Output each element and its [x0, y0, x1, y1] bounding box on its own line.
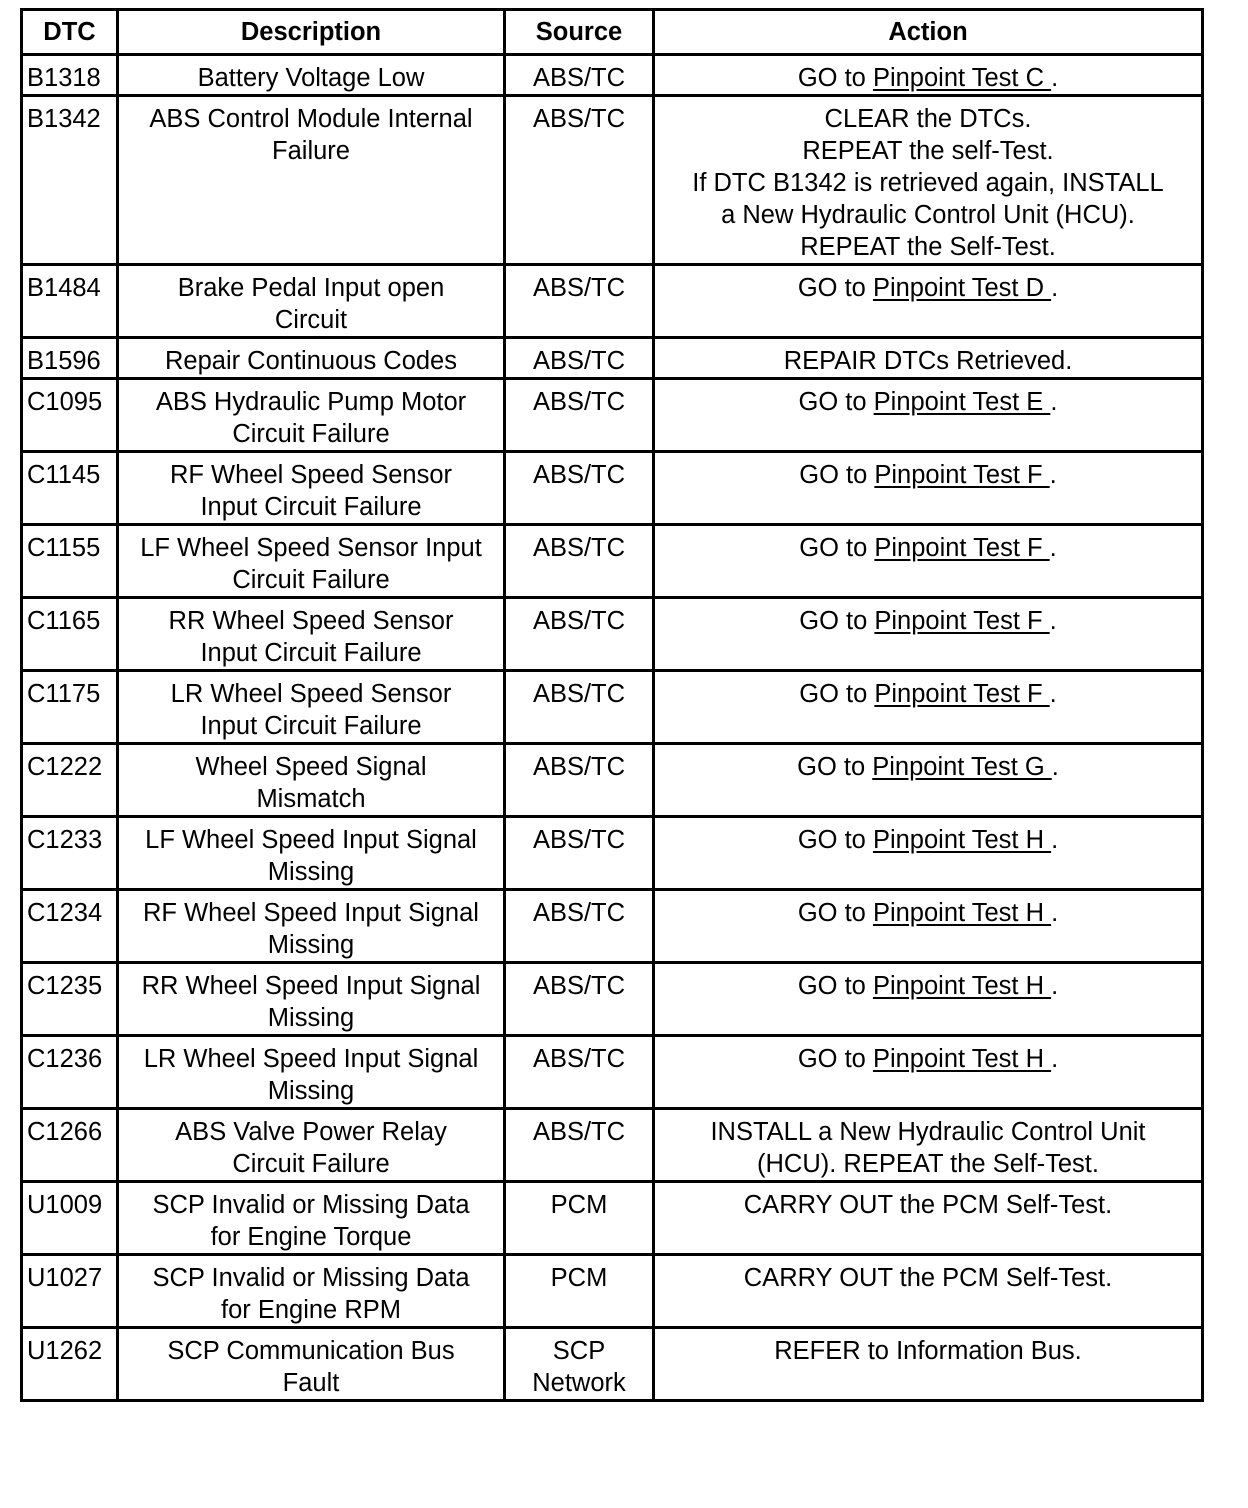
action-line [659, 62, 1197, 94]
dtc-code: B1318 [22, 55, 118, 96]
pinpoint-test-link[interactable]: Pinpoint Test H [872, 899, 1052, 927]
dtc-code: C1175 [22, 671, 118, 744]
action-line [659, 897, 1197, 929]
source-line: ABS/TC [532, 388, 626, 416]
pinpoint-test-link[interactable]: Pinpoint Test H [872, 972, 1052, 1000]
dtc-description [118, 338, 505, 379]
action-line: CARRY OUT the PCM Self-Test. [743, 1191, 1113, 1219]
dtc-description [118, 671, 505, 744]
dtc-description [118, 265, 505, 338]
source-line: ABS/TC [532, 972, 626, 1000]
dtc-source [505, 379, 654, 452]
table-row [22, 338, 1203, 379]
action-line [659, 386, 1197, 418]
dtc-source [505, 671, 654, 744]
action-line: If DTC B1342 is retrieved again, INSTALL [692, 169, 1164, 197]
dtc-source [505, 1109, 654, 1182]
dtc-action [654, 1255, 1203, 1328]
action-line [659, 678, 1197, 710]
action-suffix: . [1051, 972, 1059, 1000]
table-row [22, 963, 1203, 1036]
action-prefix: GO to [799, 680, 875, 708]
dtc-table [20, 8, 1204, 1402]
dtc-source [505, 525, 654, 598]
action-prefix: GO to [797, 64, 873, 92]
dtc-source [505, 338, 654, 379]
dtc-code: U1262 [22, 1328, 118, 1401]
dtc-source [505, 817, 654, 890]
description-line: ABS Valve Power Relay [175, 1118, 447, 1146]
dtc-action [654, 598, 1203, 671]
dtc-action [654, 890, 1203, 963]
dtc-action [654, 265, 1203, 338]
action-prefix: GO to [797, 753, 873, 781]
dtc-description [118, 1328, 505, 1401]
dtc-code: C1234 [22, 890, 118, 963]
table-row [22, 1109, 1203, 1182]
description-line: Missing [267, 931, 355, 959]
description-line: Wheel Speed Signal [195, 753, 427, 781]
source-line: ABS/TC [532, 461, 626, 489]
description-line: RR Wheel Speed Input Signal [141, 972, 481, 1000]
table-row [22, 1182, 1203, 1255]
description-line: Missing [267, 858, 355, 886]
dtc-code: B1484 [22, 265, 118, 338]
description-line: RF Wheel Speed Input Signal [143, 899, 479, 927]
dtc-description [118, 379, 505, 452]
description-line: Repair Continuous Codes [164, 347, 457, 375]
dtc-description [118, 1255, 505, 1328]
pinpoint-test-link[interactable]: Pinpoint Test C [872, 64, 1052, 92]
source-line: ABS/TC [532, 826, 626, 854]
dtc-source [505, 96, 654, 265]
dtc-code: C1155 [22, 525, 118, 598]
dtc-action [654, 452, 1203, 525]
dtc-description [118, 1182, 505, 1255]
action-line: CLEAR the DTCs. [824, 105, 1032, 133]
description-line: ABS Hydraulic Pump Motor [155, 388, 467, 416]
action-suffix: . [1049, 534, 1057, 562]
dtc-code: C1235 [22, 963, 118, 1036]
dtc-action [654, 817, 1203, 890]
action-suffix: . [1049, 680, 1057, 708]
pinpoint-test-link[interactable]: Pinpoint Test F [874, 680, 1050, 708]
dtc-source [505, 963, 654, 1036]
action-line [659, 824, 1197, 856]
description-line: for Engine Torque [210, 1223, 412, 1251]
dtc-action [654, 96, 1203, 265]
action-suffix: . [1051, 753, 1059, 781]
table-row [22, 55, 1203, 96]
dtc-action [654, 1109, 1203, 1182]
description-line: Battery Voltage Low [197, 64, 425, 92]
action-suffix: . [1051, 274, 1059, 302]
dtc-description [118, 55, 505, 96]
table-row [22, 1255, 1203, 1328]
table-row [22, 671, 1203, 744]
dtc-source [505, 1328, 654, 1401]
dtc-source [505, 1036, 654, 1109]
dtc-description [118, 1036, 505, 1109]
description-line: ABS Control Module Internal [149, 105, 473, 133]
pinpoint-test-link[interactable]: Pinpoint Test H [872, 826, 1052, 854]
dtc-action [654, 1036, 1203, 1109]
dtc-action [654, 1182, 1203, 1255]
pinpoint-test-link[interactable]: Pinpoint Test F [874, 607, 1050, 635]
dtc-description [118, 452, 505, 525]
source-line: PCM [550, 1264, 608, 1292]
description-line: SCP Communication Bus [167, 1337, 455, 1365]
dtc-code: C1236 [22, 1036, 118, 1109]
header-source: Source [505, 10, 654, 55]
action-prefix: GO to [797, 1045, 873, 1073]
dtc-description [118, 890, 505, 963]
action-suffix: . [1051, 64, 1059, 92]
dtc-code: C1266 [22, 1109, 118, 1182]
action-prefix: GO to [797, 972, 873, 1000]
table-row [22, 265, 1203, 338]
source-line: SCP [552, 1337, 606, 1365]
action-prefix: GO to [797, 899, 873, 927]
description-line: Input Circuit Failure [200, 712, 422, 740]
action-prefix: GO to [799, 534, 875, 562]
source-line: ABS/TC [532, 534, 626, 562]
dtc-code: B1342 [22, 96, 118, 265]
dtc-code: C1165 [22, 598, 118, 671]
source-line: ABS/TC [532, 753, 626, 781]
table-row [22, 598, 1203, 671]
table-row [22, 1328, 1203, 1401]
description-line: Circuit Failure [232, 1150, 390, 1178]
dtc-code: C1145 [22, 452, 118, 525]
dtc-code: C1095 [22, 379, 118, 452]
header-dtc: DTC [22, 10, 118, 55]
description-line: Fault [282, 1369, 340, 1397]
source-line: ABS/TC [532, 64, 626, 92]
dtc-source [505, 55, 654, 96]
description-line: Missing [267, 1004, 355, 1032]
description-line: LF Wheel Speed Input Signal [145, 826, 477, 854]
pinpoint-test-link[interactable]: Pinpoint Test D [872, 274, 1052, 302]
pinpoint-test-link[interactable]: Pinpoint Test H [872, 1045, 1052, 1073]
action-suffix: . [1051, 1045, 1059, 1073]
table-row [22, 379, 1203, 452]
table-row [22, 525, 1203, 598]
action-prefix: GO to [799, 461, 875, 489]
action-suffix: . [1051, 826, 1059, 854]
action-suffix: . [1051, 899, 1059, 927]
action-line [659, 1043, 1197, 1075]
dtc-source [505, 1182, 654, 1255]
source-line: ABS/TC [532, 347, 626, 375]
source-line: ABS/TC [532, 607, 626, 635]
description-line: for Engine RPM [221, 1296, 401, 1324]
dtc-description [118, 1109, 505, 1182]
source-line: ABS/TC [532, 1118, 626, 1146]
description-line: LF Wheel Speed Sensor Input [140, 534, 482, 562]
table-body [22, 55, 1203, 1401]
pinpoint-test-link[interactable]: Pinpoint Test E [873, 388, 1051, 416]
action-line [659, 751, 1197, 783]
action-prefix: GO to [799, 607, 875, 635]
header-description: Description [118, 10, 505, 55]
action-line: REPAIR DTCs Retrieved. [783, 347, 1073, 375]
description-line: Missing [267, 1077, 355, 1105]
dtc-source [505, 598, 654, 671]
description-line: RF Wheel Speed Sensor [169, 461, 453, 489]
dtc-action [654, 963, 1203, 1036]
action-line [659, 532, 1197, 564]
table-row [22, 96, 1203, 265]
description-line: Input Circuit Failure [200, 639, 422, 667]
dtc-action [654, 1328, 1203, 1401]
description-line: Circuit Failure [232, 420, 390, 448]
dtc-code: U1027 [22, 1255, 118, 1328]
dtc-action [654, 525, 1203, 598]
dtc-description [118, 817, 505, 890]
source-line: ABS/TC [532, 1045, 626, 1073]
table-row [22, 817, 1203, 890]
dtc-description [118, 525, 505, 598]
action-suffix: . [1050, 388, 1058, 416]
dtc-source [505, 452, 654, 525]
description-line: Circuit [274, 306, 348, 334]
source-line: ABS/TC [532, 899, 626, 927]
description-line: Circuit Failure [232, 566, 390, 594]
pinpoint-test-link[interactable]: Pinpoint Test G [872, 753, 1052, 781]
action-line: REFER to Information Bus. [774, 1337, 1082, 1365]
source-line: ABS/TC [532, 274, 626, 302]
action-line: REPEAT the self-Test. [802, 137, 1054, 165]
source-line: Network [532, 1369, 626, 1397]
pinpoint-test-link[interactable]: Pinpoint Test F [874, 461, 1050, 489]
action-prefix: GO to [797, 826, 873, 854]
action-line [659, 605, 1197, 637]
description-line: SCP Invalid or Missing Data [152, 1264, 470, 1292]
action-line: a New Hydraulic Control Unit (HCU). [721, 201, 1135, 229]
action-suffix: . [1049, 607, 1057, 635]
table-row [22, 890, 1203, 963]
dtc-action [654, 379, 1203, 452]
dtc-description [118, 744, 505, 817]
description-line: Brake Pedal Input open [177, 274, 445, 302]
dtc-code: B1596 [22, 338, 118, 379]
dtc-source [505, 265, 654, 338]
dtc-source [505, 890, 654, 963]
action-line: (HCU). REPEAT the Self-Test. [757, 1150, 1099, 1178]
dtc-description [118, 96, 505, 265]
description-line: Mismatch [256, 785, 366, 813]
table-row [22, 744, 1203, 817]
dtc-code: C1233 [22, 817, 118, 890]
action-line: REPEAT the Self-Test. [800, 233, 1056, 261]
action-suffix: . [1049, 461, 1057, 489]
action-line: CARRY OUT the PCM Self-Test. [743, 1264, 1113, 1292]
pinpoint-test-link[interactable]: Pinpoint Test F [874, 534, 1050, 562]
table-row [22, 452, 1203, 525]
dtc-action [654, 338, 1203, 379]
description-line: Input Circuit Failure [200, 493, 422, 521]
description-line: Failure [272, 137, 350, 165]
action-prefix: GO to [798, 388, 874, 416]
action-prefix: GO to [797, 274, 873, 302]
description-line: RR Wheel Speed Sensor [168, 607, 454, 635]
source-line: ABS/TC [532, 680, 626, 708]
action-line [659, 272, 1197, 304]
source-line: PCM [550, 1191, 608, 1219]
dtc-code: U1009 [22, 1182, 118, 1255]
dtc-description [118, 963, 505, 1036]
dtc-description [118, 598, 505, 671]
action-line [659, 459, 1197, 491]
header-action: Action [654, 10, 1203, 55]
dtc-action [654, 744, 1203, 817]
description-line: LR Wheel Speed Sensor [170, 680, 452, 708]
dtc-source [505, 744, 654, 817]
dtc-action [654, 671, 1203, 744]
action-line: INSTALL a New Hydraulic Control Unit [710, 1118, 1146, 1146]
dtc-code: C1222 [22, 744, 118, 817]
table-row [22, 1036, 1203, 1109]
dtc-action [654, 55, 1203, 96]
source-line: ABS/TC [532, 105, 626, 133]
description-line: LR Wheel Speed Input Signal [143, 1045, 479, 1073]
dtc-source [505, 1255, 654, 1328]
description-line: SCP Invalid or Missing Data [152, 1191, 470, 1219]
header-row [22, 10, 1203, 55]
action-line [659, 970, 1197, 1002]
